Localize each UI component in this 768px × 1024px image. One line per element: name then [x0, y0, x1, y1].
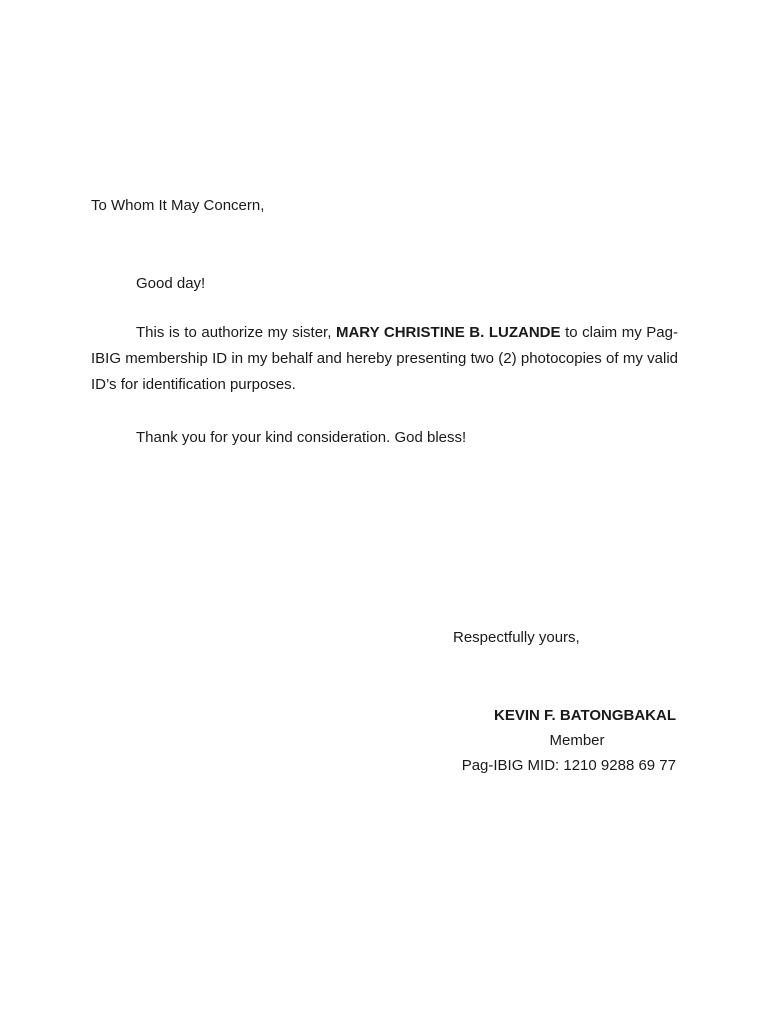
body-prefix: This is to authorize my sister, — [136, 324, 336, 341]
thanks-paragraph: Thank you for your kind consideration. God bless! — [136, 429, 467, 446]
body-suffix: to claim my Pag-IBIG membership ID in my behalf and hereby presenting two (2) photocopies of my valid ID’s for identification purposes. — [91, 324, 678, 393]
signature-block — [440, 704, 676, 778]
greeting-paragraph: Good day! — [136, 275, 206, 292]
closing: Respectfully yours, — [453, 629, 580, 646]
signatory-mid: Pag-IBIG MID: 1210 9288 69 77 — [461, 757, 676, 774]
authorization-paragraph — [91, 320, 678, 398]
signatory-title: Member — [549, 732, 605, 749]
authorized-person-name: MARY CHRISTINE B. LUZANDE — [335, 324, 561, 341]
signatory-name: KEVIN F. BATONGBAKAL — [494, 707, 676, 724]
salutation: To Whom It May Concern, — [91, 197, 265, 214]
